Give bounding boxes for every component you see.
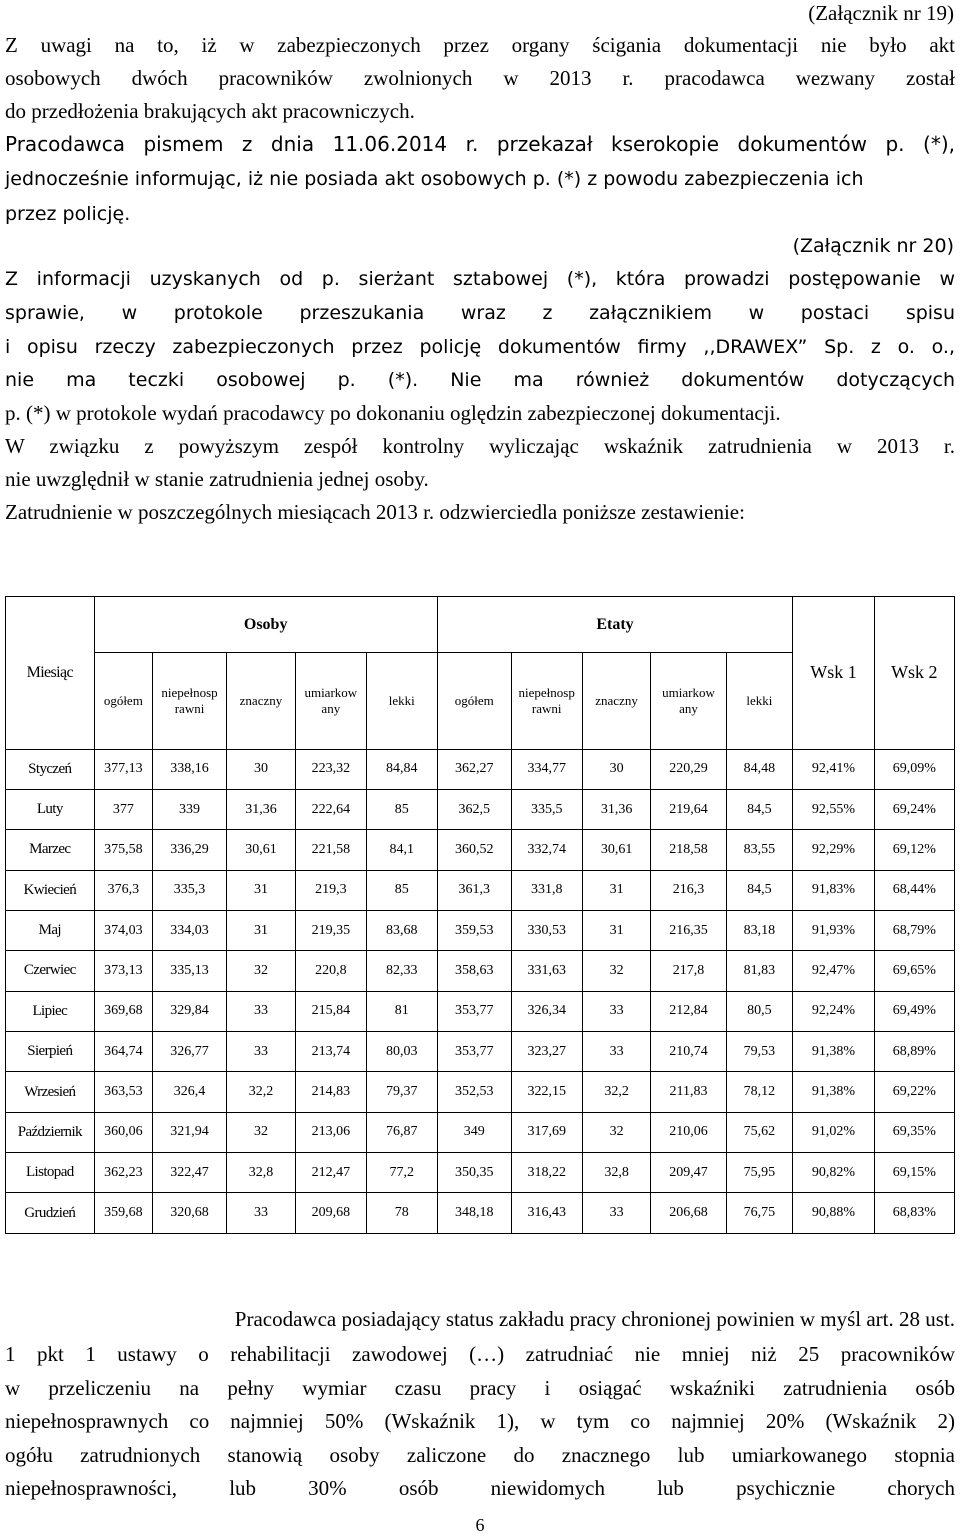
value-cell: 353,77	[437, 1032, 511, 1072]
value-cell: 212,47	[295, 1153, 366, 1193]
month-cell: Styczeń	[6, 749, 95, 789]
value-cell: 90,88%	[793, 1193, 874, 1234]
page-number: 6	[475, 1515, 485, 1535]
value-cell: 32,2	[582, 1072, 651, 1112]
value-cell: 348,18	[437, 1193, 511, 1234]
value-cell: 213,74	[295, 1032, 366, 1072]
value-cell: 362,27	[437, 749, 511, 789]
value-cell: 217,8	[651, 951, 726, 991]
value-cell: 334,03	[153, 910, 227, 950]
value-cell: 83,18	[726, 910, 793, 950]
value-cell: 77,2	[366, 1153, 437, 1193]
month-cell: Sierpień	[6, 1032, 95, 1072]
value-cell: 83,55	[726, 830, 793, 870]
value-cell: 335,5	[511, 789, 582, 829]
table-row	[6, 1072, 955, 1112]
value-cell: 221,58	[295, 830, 366, 870]
value-cell: 32	[227, 1112, 296, 1152]
value-cell: 91,38%	[793, 1032, 874, 1072]
value-cell: 362,23	[94, 1153, 152, 1193]
value-cell: 83,68	[366, 910, 437, 950]
value-cell: 31,36	[582, 789, 651, 829]
para3-line-4: niepełnosprawnych co najmniej 50% (Wskaźnik 1), w tym co najmniej 20% (Wskaźnik 2)	[5, 1409, 955, 1433]
para2-line-6: W związku z powyższym zespół kontrolny wyliczając wskaźnik zatrudnienia w 2013 r.	[5, 434, 955, 458]
value-cell: 216,3	[651, 870, 726, 910]
value-cell: 30	[582, 749, 651, 789]
value-cell: 69,09%	[874, 749, 954, 789]
value-cell: 223,32	[295, 749, 366, 789]
value-cell: 329,84	[153, 991, 227, 1031]
value-cell: 79,37	[366, 1072, 437, 1112]
value-cell: 222,64	[295, 789, 366, 829]
month-cell: Listopad	[6, 1153, 95, 1193]
value-cell: 209,68	[295, 1193, 366, 1234]
value-cell: 80,5	[726, 991, 793, 1031]
para3-line-3: w przeliczeniu na pełny wymiar czasu pracy i osiągać wskaźniki zatrudnienia osób	[5, 1376, 955, 1400]
value-cell: 350,35	[437, 1153, 511, 1193]
value-cell: 32	[582, 1112, 651, 1152]
value-cell: 31	[582, 870, 651, 910]
value-cell: 362,5	[437, 789, 511, 829]
value-cell: 69,12%	[874, 830, 954, 870]
value-cell: 81	[366, 991, 437, 1031]
table-row	[6, 1032, 955, 1072]
value-cell: 212,84	[651, 991, 726, 1031]
value-cell: 31	[582, 910, 651, 950]
wsk2-header: Wsk 2	[874, 597, 954, 750]
value-cell: 82,33	[366, 951, 437, 991]
value-cell: 377,13	[94, 749, 152, 789]
value-cell: 331,63	[511, 951, 582, 991]
para1-line-4: Pracodawca pismem z dnia 11.06.2014 r. przekazał kserokopie dokumentów p. (*),	[5, 132, 955, 156]
value-cell: 374,03	[94, 910, 152, 950]
col-header-fte-severe: znaczny	[582, 653, 651, 749]
para1-line-3: do przedłożenia brakujących akt pracowniczych.	[5, 99, 415, 123]
value-cell: 91,93%	[793, 910, 874, 950]
value-cell: 206,68	[651, 1193, 726, 1234]
value-cell: 84,5	[726, 870, 793, 910]
value-cell: 85	[366, 789, 437, 829]
month-cell: Wrzesień	[6, 1072, 95, 1112]
value-cell: 209,47	[651, 1153, 726, 1193]
value-cell: 84,1	[366, 830, 437, 870]
value-cell: 75,62	[726, 1112, 793, 1152]
value-cell: 326,34	[511, 991, 582, 1031]
value-cell: 68,83%	[874, 1193, 954, 1234]
value-cell: 326,4	[153, 1072, 227, 1112]
value-cell: 336,29	[153, 830, 227, 870]
value-cell: 339	[153, 789, 227, 829]
value-cell: 78,12	[726, 1072, 793, 1112]
col-header-fte-mild: lekki	[726, 653, 793, 749]
value-cell: 31,36	[227, 789, 296, 829]
table-body	[6, 749, 955, 1233]
value-cell: 326,77	[153, 1032, 227, 1072]
value-cell: 80,03	[366, 1032, 437, 1072]
value-cell: 69,22%	[874, 1072, 954, 1112]
month-cell: Październik	[6, 1112, 95, 1152]
persons-group-header: Osoby	[94, 597, 437, 653]
para1-line-5: jednocześnie informując, iż nie posiada akt osobowych p. (*) z powodu zabezpieczenia ich	[5, 168, 864, 190]
value-cell: 69,35%	[874, 1112, 954, 1152]
value-cell: 219,64	[651, 789, 726, 829]
para2-line-8: Zatrudnienie w poszczególnych miesiącach 2013 r. odzwierciedla poniższe zestawienie:	[5, 500, 745, 524]
value-cell: 364,74	[94, 1032, 152, 1072]
fte-group-header: Etaty	[437, 597, 793, 653]
value-cell: 32	[582, 951, 651, 991]
month-cell: Czerwiec	[6, 951, 95, 991]
col-header-severe: znaczny	[227, 653, 296, 749]
value-cell: 32	[227, 951, 296, 991]
value-cell: 84,48	[726, 749, 793, 789]
value-cell: 352,53	[437, 1072, 511, 1112]
para3-line-1: Pracodawca posiadający status zakładu pracy chronionej powinien w myśl art. 28 ust.	[234, 1307, 955, 1331]
value-cell: 84,84	[366, 749, 437, 789]
value-cell: 211,83	[651, 1072, 726, 1112]
value-cell: 79,53	[726, 1032, 793, 1072]
col-header-fte-total: ogółem	[437, 653, 511, 749]
value-cell: 220,29	[651, 749, 726, 789]
month-cell: Kwiecień	[6, 870, 95, 910]
table-row	[6, 991, 955, 1031]
para1-line-1: Z uwagi na to, iż w zabezpieczonych przez organy ścigania dokumentacji nie było akt	[5, 33, 955, 57]
value-cell: 210,74	[651, 1032, 726, 1072]
value-cell: 335,3	[153, 870, 227, 910]
value-cell: 30	[227, 749, 296, 789]
attachment-19-label: (Załącznik nr 19)	[808, 1, 954, 25]
para3-line-2: 1 pkt 1 ustawy o rehabilitacji zawodowej (…) zatrudniać nie mniej niż 25 pracowników	[5, 1342, 955, 1366]
value-cell: 76,75	[726, 1193, 793, 1234]
value-cell: 69,65%	[874, 951, 954, 991]
table-row	[6, 1153, 955, 1193]
para1-line-2: osobowych dwóch pracowników zwolnionych w 2013 r. pracodawca wezwany został	[5, 66, 955, 90]
value-cell: 330,53	[511, 910, 582, 950]
table-row	[6, 789, 955, 829]
value-cell: 215,84	[295, 991, 366, 1031]
employment-table	[5, 596, 955, 1234]
month-cell: Luty	[6, 789, 95, 829]
table-row	[6, 749, 955, 789]
value-cell: 321,94	[153, 1112, 227, 1152]
value-cell: 30,61	[582, 830, 651, 870]
value-cell: 349	[437, 1112, 511, 1152]
value-cell: 32,8	[227, 1153, 296, 1193]
value-cell: 331,8	[511, 870, 582, 910]
value-cell: 75,95	[726, 1153, 793, 1193]
value-cell: 33	[227, 1193, 296, 1234]
para3-line-5: ogółu zatrudnionych stanowią osoby zaliczone do znacznego lub umiarkowanego stopnia	[5, 1443, 955, 1467]
value-cell: 361,3	[437, 870, 511, 910]
value-cell: 92,24%	[793, 991, 874, 1031]
para2-line-4: nie ma teczki osobowej p. (*). Nie ma również dokumentów dotyczących	[5, 369, 955, 391]
value-cell: 320,68	[153, 1193, 227, 1234]
value-cell: 359,68	[94, 1193, 152, 1234]
header-row-groups	[6, 597, 955, 653]
value-cell: 33	[582, 1193, 651, 1234]
value-cell: 85	[366, 870, 437, 910]
value-cell: 219,35	[295, 910, 366, 950]
value-cell: 92,55%	[793, 789, 874, 829]
month-cell: Lipiec	[6, 991, 95, 1031]
month-header: Miesiąc	[6, 597, 95, 750]
month-cell: Grudzień	[6, 1193, 95, 1234]
value-cell: 31	[227, 910, 296, 950]
value-cell: 219,3	[295, 870, 366, 910]
value-cell: 216,35	[651, 910, 726, 950]
value-cell: 30,61	[227, 830, 296, 870]
value-cell: 335,13	[153, 951, 227, 991]
value-cell: 31	[227, 870, 296, 910]
table-row	[6, 951, 955, 991]
value-cell: 78	[366, 1193, 437, 1234]
value-cell: 91,83%	[793, 870, 874, 910]
value-cell: 69,49%	[874, 991, 954, 1031]
value-cell: 90,82%	[793, 1153, 874, 1193]
value-cell: 210,06	[651, 1112, 726, 1152]
value-cell: 68,44%	[874, 870, 954, 910]
table-row	[6, 910, 955, 950]
value-cell: 92,47%	[793, 951, 874, 991]
value-cell: 213,06	[295, 1112, 366, 1152]
para3-line-6: niepełnosprawności, lub 30% osób niewidomych lub psychicznie chorych	[5, 1476, 955, 1500]
col-header-fte-moderate: umiarkow any	[651, 653, 726, 749]
value-cell: 214,83	[295, 1072, 366, 1112]
value-cell: 33	[227, 991, 296, 1031]
value-cell: 316,43	[511, 1193, 582, 1234]
value-cell: 322,15	[511, 1072, 582, 1112]
wsk1-header: Wsk 1	[793, 597, 874, 750]
table-row	[6, 870, 955, 910]
para2-line-3: i opisu rzeczy zabezpieczonych przez policję dokumentów firmy ,,DRAWEX” Sp. z o. o.,	[5, 336, 955, 358]
col-header-fte-disabled: niepełnosp rawni	[511, 653, 582, 749]
value-cell: 353,77	[437, 991, 511, 1031]
value-cell: 91,02%	[793, 1112, 874, 1152]
value-cell: 360,52	[437, 830, 511, 870]
value-cell: 68,79%	[874, 910, 954, 950]
value-cell: 33	[582, 991, 651, 1031]
value-cell: 376,3	[94, 870, 152, 910]
value-cell: 358,63	[437, 951, 511, 991]
table-row	[6, 830, 955, 870]
para2-line-2: sprawie, w protokole przeszukania wraz z załącznikiem w postaci spisu	[5, 302, 955, 324]
value-cell: 33	[227, 1032, 296, 1072]
value-cell: 32,8	[582, 1153, 651, 1193]
value-cell: 69,15%	[874, 1153, 954, 1193]
para2-line-5: p. (*) w protokole wydań pracodawcy po dokonaniu oględzin zabezpieczonej dokumentacji.	[5, 401, 781, 425]
attachment-20-label: (Załącznik nr 20)	[792, 235, 954, 257]
value-cell: 92,29%	[793, 830, 874, 870]
table-row	[6, 1112, 955, 1152]
value-cell: 32,2	[227, 1072, 296, 1112]
col-header-total: ogółem	[94, 653, 152, 749]
value-cell: 92,41%	[793, 749, 874, 789]
value-cell: 377	[94, 789, 152, 829]
value-cell: 323,27	[511, 1032, 582, 1072]
value-cell: 68,89%	[874, 1032, 954, 1072]
value-cell: 220,8	[295, 951, 366, 991]
table-row	[6, 1193, 955, 1234]
value-cell: 322,47	[153, 1153, 227, 1193]
value-cell: 338,16	[153, 749, 227, 789]
value-cell: 363,53	[94, 1072, 152, 1112]
month-cell: Marzec	[6, 830, 95, 870]
value-cell: 69,24%	[874, 789, 954, 829]
value-cell: 317,69	[511, 1112, 582, 1152]
value-cell: 360,06	[94, 1112, 152, 1152]
month-cell: Maj	[6, 910, 95, 950]
value-cell: 332,74	[511, 830, 582, 870]
para1-line-6: przez policję.	[5, 203, 131, 225]
value-cell: 76,87	[366, 1112, 437, 1152]
value-cell: 91,38%	[793, 1072, 874, 1112]
value-cell: 375,58	[94, 830, 152, 870]
value-cell: 359,53	[437, 910, 511, 950]
para2-line-7: nie uwzględnił w stanie zatrudnienia jednej osoby.	[5, 467, 429, 491]
col-header-disabled: niepełnosp rawni	[153, 653, 227, 749]
value-cell: 369,68	[94, 991, 152, 1031]
value-cell: 373,13	[94, 951, 152, 991]
col-header-moderate: umiarkow any	[295, 653, 366, 749]
value-cell: 81,83	[726, 951, 793, 991]
value-cell: 33	[582, 1032, 651, 1072]
para2-line-1: Z informacji uzyskanych od p. sierżant sztabowej (*), która prowadzi postępowanie w	[5, 268, 955, 290]
value-cell: 218,58	[651, 830, 726, 870]
value-cell: 318,22	[511, 1153, 582, 1193]
value-cell: 334,77	[511, 749, 582, 789]
value-cell: 84,5	[726, 789, 793, 829]
col-header-mild: lekki	[366, 653, 437, 749]
